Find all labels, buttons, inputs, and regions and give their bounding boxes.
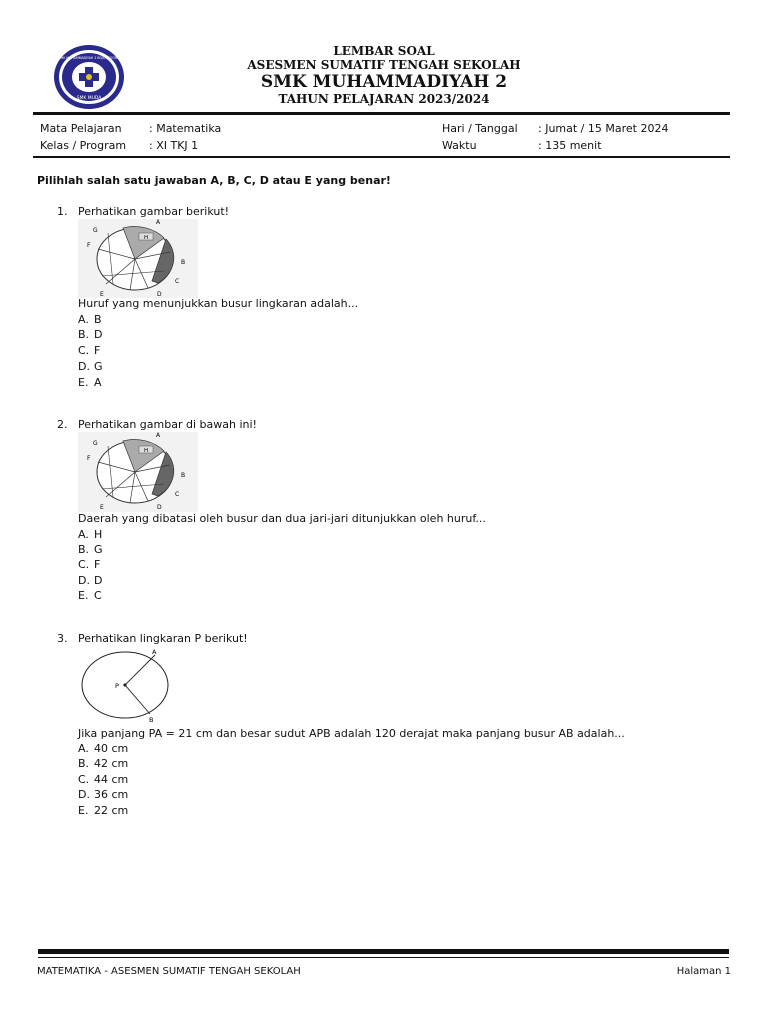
circle-p-diagram [78,646,174,724]
label-c: C [175,278,180,285]
question-2-option-d[interactable]: D. D [78,574,103,587]
question-1-number: 1. [57,205,68,218]
subject-value: : Matematika [149,122,222,135]
date-label: Hari / Tanggal [442,122,518,135]
time-value: : 135 menit [538,139,602,152]
logo-text-top: SMK MUHAMMADIYAH 2 BOJONEGORO [58,56,120,60]
header-school-name: SMK MUHAMMADIYAH 2 [260,72,508,92]
question-1-intro: Perhatikan gambar berikut! [78,205,230,218]
circle-sectors-diagram [78,219,198,298]
label-g: G [93,227,98,234]
question-3-option-c[interactable]: C. 44 cm [78,773,129,786]
label-e: E [100,504,104,511]
question-1-option-e[interactable]: E. A [78,376,102,389]
question-2-intro: Perhatikan gambar di bawah ini! [78,418,257,431]
label-point-a: A [152,648,157,656]
label-h: H [144,448,149,454]
question-3-option-b[interactable]: B. 42 cm [78,757,129,770]
label-b: B [181,259,186,266]
circle-sectors-diagram [78,432,198,512]
label-point-p: P [115,682,119,690]
label-a: A [156,432,161,439]
footer-divider [38,949,729,954]
footer-subject: MATEMATIKA - ASESMEN SUMATIF TENGAH SEKOLAH [37,966,301,977]
question-1-option-a[interactable]: A. B [78,313,102,326]
question-3-number: 3. [57,632,68,645]
label-b: B [181,472,186,479]
info-divider [33,156,730,158]
question-1-option-d[interactable]: D. G [78,360,103,373]
header-exam-name: ASESMEN SUMATIF TENGAH SEKOLAH [247,58,521,72]
label-h: H [144,235,149,241]
question-3-option-d[interactable]: D. 36 cm [78,788,129,801]
question-2-option-e[interactable]: E. C [78,589,102,602]
question-3-option-a[interactable]: A. 40 cm [78,742,129,755]
question-2-option-b[interactable]: B. G [78,543,103,556]
class-label: Kelas / Program [40,139,127,152]
question-2-text: Daerah yang dibatasi oleh busur dan dua jari-jari ditunjukkan oleh huruf... [78,512,486,525]
question-2-option-a[interactable]: A. H [78,528,103,541]
label-e: E [100,291,104,298]
question-3-intro: Perhatikan lingkaran P berikut! [78,632,248,645]
header-divider [33,112,730,115]
logo-text-bottom: SMK MUDA [76,96,102,101]
question-1-option-b[interactable]: B. D [78,328,103,341]
label-c: C [175,491,180,498]
label-a: A [156,219,161,226]
label-f: F [87,455,91,462]
footer-page-number: Halaman 1 [676,966,731,977]
subject-label: Mata Pelajaran [40,122,122,135]
label-g: G [93,440,98,447]
question-1-text: Huruf yang menunjukkan busur lingkaran adalah... [78,297,359,310]
label-d: D [157,291,162,298]
question-3-text: Jika panjang PA = 21 cm dan besar sudut APB adalah 120 derajat maka panjang busur AB adalah... [78,727,625,740]
time-label: Waktu [442,139,477,152]
question-2-number: 2. [57,418,68,431]
question-1-option-c[interactable]: C. F [78,344,101,357]
date-value: : Jumat / 15 Maret 2024 [538,122,669,135]
footer-divider-thin [38,957,729,958]
label-point-b: B [149,716,154,724]
label-d: D [157,504,162,511]
instruction: Pilihlah salah satu jawaban A, B, C, D atau E yang benar! [37,174,391,187]
question-2-option-c[interactable]: C. F [78,558,101,571]
label-f: F [87,242,91,249]
header-title-line: LEMBAR SOAL [333,44,435,58]
header-academic-year: TAHUN PELAJARAN 2023/2024 [278,92,490,106]
class-value: : XI TKJ 1 [149,139,199,152]
question-1-figure [78,219,198,298]
question-2-figure [78,432,198,512]
question-3-option-e[interactable]: E. 22 cm [78,804,129,817]
